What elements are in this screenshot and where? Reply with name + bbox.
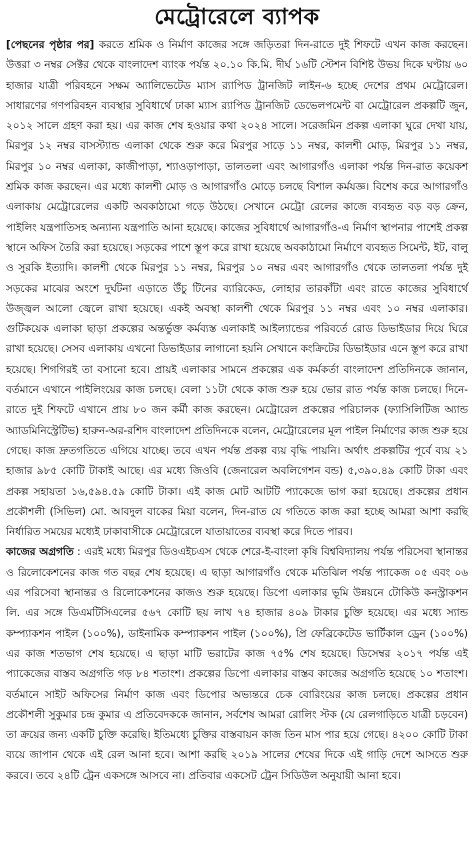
article-paragraph-1: [6, 35, 468, 542]
paragraph-2-text: : এরই মধ্যে মিরপুর ডিওএইচএস থেকে শেরে-ই-বাংলা কৃষি বিশ্ববিদ্যালয় পর্যন্ত পরিসেবা স্থানান্তর ও রিলোকেশনের কাজ গত বছর শেষ হয়েছে। এ ছাড়া আগারগাঁও থেকে মতিঝিল পর্যন্ত প্যাকেজ ০৫ এবং ০৬ এর পরিসেবা স্থানান্তর ও রিলোকেশনের কাজও শুরু হয়েছে। ডিপো এলাকার ভূমি উন্নয়নে টোকিউ কনস্ট্রাকশন লি. এর সঙ্গে ডিএমটিসিএলের ৫৬৭ কোটি ছয় লাখ ৭৪ হাজার ৪০৯ টাকার চুক্তি হয়েছে। এর মধ্যে স্যান্ড কম্প্যাকশন পাইল (১০০%), ডাইনামিক কম্প্যাকশন পাইল (১০০%), প্রি ফেব্রিকেটেড ভার্টিকাল ড্রেন (১০০%) এর কাজ শতভাগ শেষ হয়েছে। এ ছাড়া মাটি ভরাটের কাজ ৭৫% শেষ হয়েছে। ডিসেম্বর ২০১৭ পর্যন্ত এই প্যাকেজের বাস্তব অগ্রগতি গড় ৮৪ শতাংশ। প্রকল্পের ডিপো এলাকার বাস্তব কাজের অগ্রগতি হয়েছে ১০ শতাংশ। বর্তমানে সাইট অফিসের নির্মাণ কাজ এবং ডিপোর অভ্যন্তরে চেক বোরিংয়ের কাজ চলছে। প্রকল্পের প্রধান প্রকৌশলী সুকুমার চন্দ্র কুমার এ প্রতিবেদককে জানান, সর্বশেষ আমরা রোলিং স্টক (যে রেলগাড়িতে যাত্রী চড়বেন) তা ক্রয়ের জন্য একটি চুক্তি করেছি। ইতিমধ্যে চুক্তির বাস্তবায়ন কাজ তিন মাস পার হয়ে গেছে। ৪২০০ কোটি টাকা ব্যয়ে জাপান থেকে এই রেল আনা হবে। আশা করছি ২০১৯ সালের শেষের দিকে এই গাড়ি দেশে আসতে শুরু করবে। তবে ২৪টি ট্রেন একসঙ্গে আসবে না। প্রতিবার একসেট ট্রেন সিডিউল অনুযায়ী আনা হবে।: [6, 546, 469, 782]
article-paragraph-2: [6, 542, 468, 786]
article-body: [6, 35, 468, 786]
section-subhead: কাজের অগ্রগতি: [6, 546, 74, 559]
continuation-marker: [পেছনের পৃষ্ঠার পর]: [6, 39, 95, 51]
article-headline: মেট্রোরেলে ব্যাপক: [154, 5, 320, 30]
paragraph-1-text: করতে শ্রমিক ও নির্মাণ কাজের সঙ্গে জড়িতরা দিন-রাতে দুই শিফটে এখন কাজ করছেন। উত্তরা ৩ নম্বর সেক্টর থেকে বাংলাদেশ ব্যাংক পর্যন্ত ২০.১০ কি.মি. দীর্ঘ ১৬টি স্টেশন বিশিষ্ট উভয় দিকে ঘণ্টায় ৬০ হাজার যাত্রী পরিবহনে সক্ষম অ্যালিভেটেড ম্যাস র‍্যাপিড ট্রানজিট লাইন-৬ হচ্ছে দেশের প্রথম মেট্রোরেল। সাধারণের গণপরিবহন ব্যবস্থার সুবিধার্থে ঢাকা ম্যাস র‍্যাপিড ট্রানজিট ডেভেলপমেন্ট বা মেট্রোরেল প্রকল্পটি জুন, ২০১২ সালে গ্রহণ করা হয়। এর কাজ শেষ হওয়ার কথা ২০২৪ সালে। সরেজমিন প্রকল্প এলাকা ঘুরে দেখা যায়, মিরপুর ১২ নম্বর বাসস্ট্যান্ড এলাকা থেকে শুরু করে মিরপুর সাড়ে ১১ নম্বর, কালশী মোড়, মিরপুর ১১ নম্বর, মিরপুর ১০ নম্বর এলাকা, কাজীপাড়া, শ্যাওড়াপাড়া, তালতলা এবং আগারগাঁও এলাকা পর্যন্ত দিন-রাত কয়েকশ শ্রমিক কাজ করছেন। এর মধ্যে কালশী মোড় ও আগারগাঁও মোড়ে চলছে বিশাল কর্মযজ্ঞ। বিশেষ করে আগারগাঁও এলাকায় মেট্রোরেলের একটি অবকাঠামো গড়ে উঠছে। সেখানে মেট্রো রেলের কাজে ব্যবহৃত বড় বড় ক্রেন, পাইলিং যন্ত্রপাতিসহ অন্যান্য যন্ত্রপাতি আনা হয়েছে। কাজের সুবিধার্থে আগারগাঁও-এ নির্মাণ স্থাপনার পাশেই প্রকল্প স্থানে অফিস তৈরি করা হয়েছে। সড়কের পাশে স্তূপ করে রাখা হয়েছে অবকাঠামো নির্মাণে ব্যবহৃত সিমেন্ট, ইট, বালু ও সুরকি ইত্যাদি। কালশী থেকে মিরপুর ১১ নম্বর, মিরপুর ১০ নম্বর এবং আগারগাঁও থেকে তালতলা পর্যন্ত দুই সড়কের মাঝের অংশে দুর্ঘটনা এড়াতে উঁচু টিনের ব্যারিকেড, লোহার তারকাঁটা এবং রাতে কাজের সুবিধার্থে উজ্জ্বল আলো জ্বেলে রাখা হয়েছে। একই অবস্থা কালশী থেকে মিরপুর ১১ নম্বর এবং ১০ নম্বর এলাকার। গুটিকয়েক এলাকা ছাড়া প্রকল্পের অন্তর্ভুক্ত কর্মব্যস্ত এলাকাই আইল্যান্ডের পরিবর্তে রোড ডিভাইডার দিয়ে ঘিরে রাখা হয়েছে। সেসব এলাকায় এখনো ডিভাইডার লাগানো হয়নি সেখানে কংক্রিটের ডিভাইডার এনে স্তূপ করে রাখা হয়েছে। শিগগিরই তা বসানো হবে। প্রায়ই এলাকার সামনে প্রকল্পের এক কর্মকর্তা বাংলাদেশ প্রতিদিনকে জানান, বর্তমানে এখানে পাইলিংয়ের কাজ চলছে। বেলা ১১টা থেকে কাজ শুরু হয়ে ভোর রাত পর্যন্ত কাজ চলছে। দিনে-রাতে দুই শিফটে এখানে প্রায় ৮০ জন কর্মী কাজ করছেন। মেট্রোরেল প্রকল্পের পরিচালক (ফ্যাসিলিটিজ অ্যান্ড অ্যাডমিনিস্ট্রেটিভ) হারুন-অর-রশিদ বাংলাদেশ প্রতিদিনকে বলেন, মেট্রোরেলের মূল পাইল নির্মাণের কাজ শুরু হয়ে গেছে। কাজ দ্রুতগতিতে এগিয়ে যাচ্ছে। তবে এখন পর্যন্ত প্রকল্প ব্যয় বৃদ্ধি পায়নি। অর্থাৎ প্রকল্পটির পূর্বে ব্যয় ২১ হাজার ৯৮৫ কোটি টাকাই আছে। এর মধ্যে জিওবি (জেনারেল অবলিগেশন বন্ড) ৫,৩৯০.৪৯ কোটি টাকা এবং প্রকল্প সহায়তা ১৬,৫৯৪.৫৯ কোটি টাকা। এই কাজ মোট আটটি প্যাকেজে ভাগ করা হয়েছে। প্রকল্পের প্রধান প্রকৌশলী (সিভিল) মো. আবদুল বাকের মিয়া বলেন, দিন-রাত যে গতিতে কাজ করা হচ্ছে আমরা আশা করছি নির্ধারিত সময়ের মধ্যেই ঢাকাবাসীকে মেট্রোরেলে যাতায়াতের ব্যবস্থা করে দিতে পারব।: [6, 39, 469, 539]
